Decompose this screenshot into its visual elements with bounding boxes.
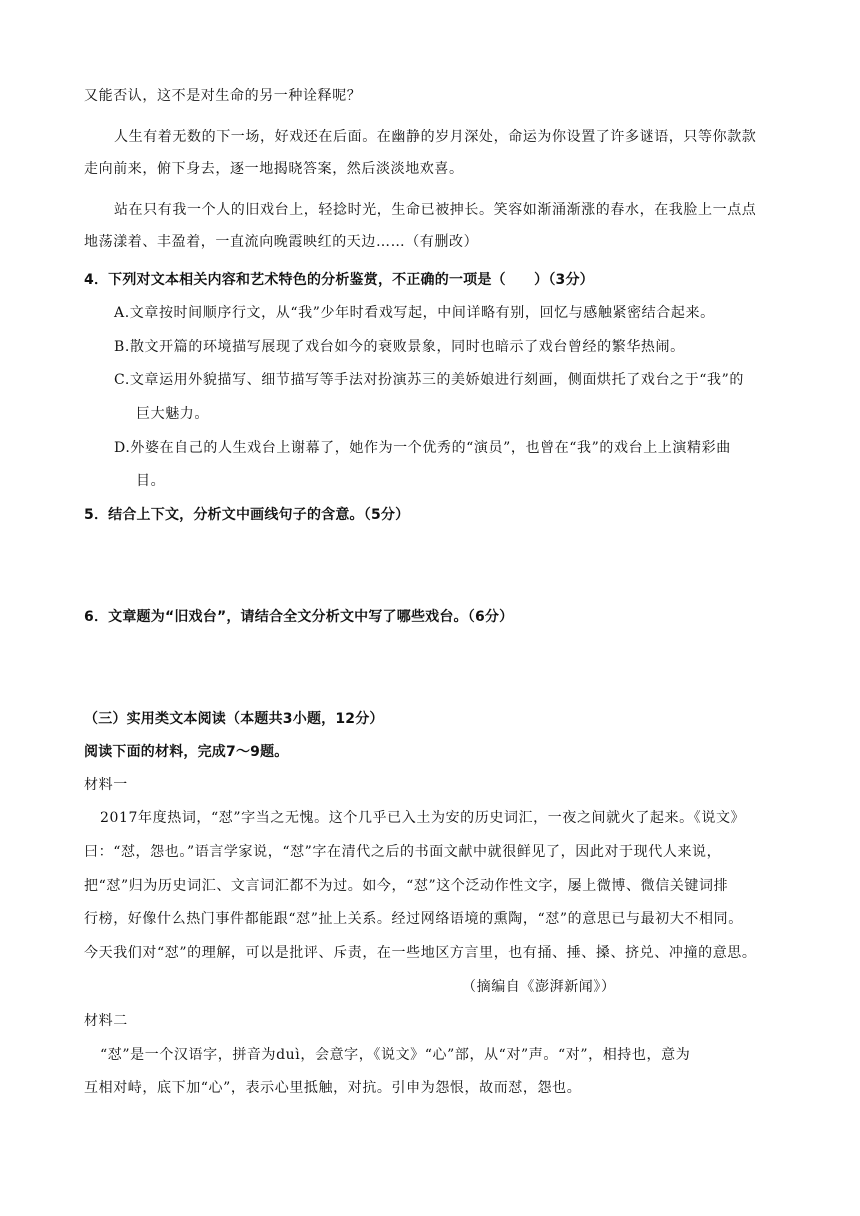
- q4-option-d: D.外婆在自己的人生戏台上谢幕了，她作为一个优秀的“演员”，也曾在“我”的戏台上上演精彩曲: [114, 440, 731, 456]
- question-4-stem: 4．下列对文本相关内容和艺术特色的分析鉴赏，不正确的一项是（ ）（3分）: [84, 272, 594, 288]
- section-instruction: 阅读下面的材料，完成7～9题。: [84, 744, 289, 760]
- passage-line: 站在只有我一个人的旧戏台上，轻捻时光，生命已被抻长。笑容如渐涌渐涨的春水，在我脸上一点点: [114, 202, 757, 218]
- material-1-label: 材料一: [84, 777, 128, 793]
- material-1-line: 今天我们对“怼”的理解，可以是批评、斥责，在一些地区方言里，也有捅、捶、搡、挤兑、冲撞的意思。: [84, 945, 757, 961]
- passage-line: 人生有着无数的下一场，好戏还在后面。在幽静的岁月深处，命运为你设置了许多谜语，只等你款款: [114, 129, 757, 145]
- material-1-line: 行榜，好像什么热门事件都能跟“怼”扯上关系。经过网络语境的熏陶，“怼”的意思已与最初大不相同。: [84, 911, 743, 927]
- material-2-line: “怼”是一个汉语字，拼音为duì，会意字，《说文》“心”部，从“对”声。“对”，相持也，意为: [100, 1047, 691, 1063]
- material-1-line: 2017年度热词，“怼”字当之无愧。这个几乎已入土为安的历史词汇，一夜之间就火了起来。《说文》: [100, 810, 746, 826]
- material-1-line: 把“怼”归为历史词汇、文言词汇都不为过。如今，“怼”这个泛动作性文字，屡上微博、微信关键词排: [84, 878, 729, 894]
- question-5-stem: 5．结合上下文，分析文中画线句子的含意。（5分）: [84, 507, 410, 523]
- passage-line: 地荡漾着、丰盈着，一直流向晚霞映红的天边……（有删改）: [84, 234, 479, 250]
- q4-option-a: A.文章按时间顺序行文，从“我”少年时看戏写起，中间详略有别，回忆与感触紧密结合起来。: [114, 305, 715, 321]
- passage-line: 又能否认，这不是对生命的另一种诠释呢？: [84, 88, 362, 104]
- q4-option-c-cont: 巨大魅力。: [136, 406, 209, 422]
- material-1-line: 曰：“怼，怨也。”语言学家说，“怼”字在清代之后的书面文献中就很鲜见了，因此对于现代人来说，: [84, 844, 722, 860]
- section-heading: （三）实用类文本阅读（本题共3小题，12分）: [84, 711, 384, 727]
- q4-option-d-cont: 目。: [136, 473, 166, 489]
- material-2-label: 材料二: [84, 1013, 128, 1029]
- material-1-source: （摘编自《澎湃新闻》）: [462, 979, 616, 995]
- passage-line: 走向前来，俯下身去，逐一地揭晓答案，然后淡淡地欢喜。: [84, 161, 464, 177]
- question-6-stem: 6．文章题为“旧戏台”，请结合全文分析文中写了哪些戏台。（6分）: [84, 609, 514, 625]
- q4-option-b: B.散文开篇的环境描写展现了戏台如今的衰败景象，同时也暗示了戏台曾经的繁华热闹。: [114, 339, 685, 355]
- material-2-line: 互相对峙，底下加“心”，表示心里抵触，对抗。引申为怨恨，故而怼，怨也。: [84, 1080, 582, 1096]
- q4-option-c: C.文章运用外貌描写、细节描写等手法对扮演苏三的美娇娘进行刻画，侧面烘托了戏台之于“我”的: [114, 372, 744, 388]
